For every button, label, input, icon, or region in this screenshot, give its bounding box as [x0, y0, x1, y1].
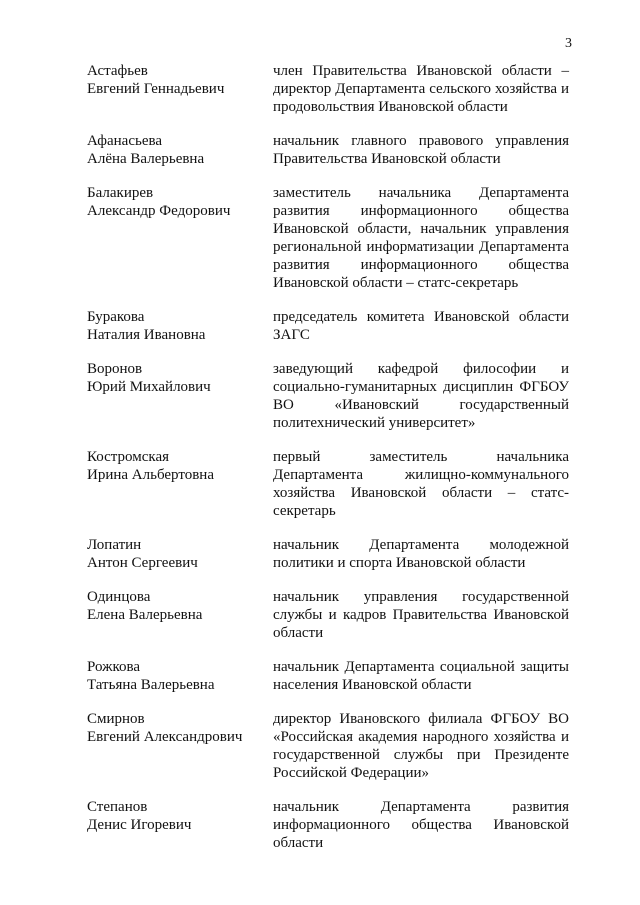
member-name [87, 132, 273, 168]
member-surname: Смирнов [87, 711, 145, 727]
member-given-name: Александр Федорович [87, 203, 231, 219]
member-name [87, 62, 273, 98]
member-entry [87, 184, 569, 292]
member-surname: Степанов [87, 799, 148, 815]
member-entry [87, 658, 569, 694]
member-given-name: Денис Игоревич [87, 817, 192, 833]
member-entry [87, 62, 569, 116]
member-name [87, 588, 273, 624]
member-position: начальник Департамента развития информационного общества Ивановской области [273, 799, 569, 851]
member-position: заведующий кафедрой философии и социально-гуманитарных дисциплин ФГБОУ ВО «Ивановский государственный политехнический университет» [273, 361, 569, 431]
member-surname: Астафьев [87, 63, 148, 79]
member-name [87, 308, 273, 344]
member-surname: Буракова [87, 309, 145, 325]
member-entry [87, 360, 569, 432]
member-given-name: Юрий Михайлович [87, 379, 211, 395]
member-position: председатель комитета Ивановской области ЗАГС [273, 309, 569, 343]
member-given-name: Алёна Валерьевна [87, 151, 205, 167]
member-surname: Балакирев [87, 185, 154, 201]
member-position: заместитель начальника Департамента развития информационного общества Ивановской области, начальник управления региональной информатизации Департамента развития информационного общества Ивановской области – статс-секретарь [273, 185, 569, 291]
member-name [87, 448, 273, 484]
member-given-name: Антон Сергеевич [87, 555, 198, 571]
member-name [87, 536, 273, 572]
member-entry [87, 308, 569, 344]
member-surname: Рожкова [87, 659, 141, 675]
member-name [87, 710, 273, 746]
member-given-name: Елена Валерьевна [87, 607, 203, 623]
member-entry [87, 536, 569, 572]
member-position: директор Ивановского филиала ФГБОУ ВО «Российская академия народного хозяйства и государственной службы при Президенте Российской Федерации» [273, 711, 569, 781]
member-surname: Одинцова [87, 589, 151, 605]
member-surname: Костромская [87, 449, 170, 465]
member-position: первый заместитель начальника Департамента жилищно-коммунального хозяйства Ивановской области – статс-секретарь [273, 449, 569, 519]
member-position: начальник управления государственной службы и кадров Правительства Ивановской области [273, 589, 569, 641]
member-list [87, 62, 569, 868]
member-position: член Правительства Ивановской области – директор Департамента сельского хозяйства и продовольствия Ивановской области [273, 63, 569, 115]
member-given-name: Евгений Геннадьевич [87, 81, 225, 97]
member-given-name: Татьяна Валерьевна [87, 677, 215, 693]
member-name [87, 658, 273, 694]
member-position: начальник главного правового управления Правительства Ивановской области [273, 133, 569, 167]
member-entry [87, 710, 569, 782]
member-position: начальник Департамента молодежной политики и спорта Ивановской области [273, 537, 569, 571]
member-entry [87, 798, 569, 852]
member-position: начальник Департамента социальной защиты населения Ивановской области [273, 659, 569, 693]
member-name [87, 798, 273, 834]
member-name [87, 184, 273, 220]
member-given-name: Ирина Альбертовна [87, 467, 214, 483]
page-number: 3 [565, 36, 572, 51]
member-given-name: Евгений Александрович [87, 729, 243, 745]
member-surname: Афанасьева [87, 133, 163, 149]
member-entry [87, 588, 569, 642]
member-name [87, 360, 273, 396]
member-given-name: Наталия Ивановна [87, 327, 206, 343]
member-entry [87, 132, 569, 168]
member-surname: Воронов [87, 361, 143, 377]
member-surname: Лопатин [87, 537, 142, 553]
member-entry [87, 448, 569, 520]
